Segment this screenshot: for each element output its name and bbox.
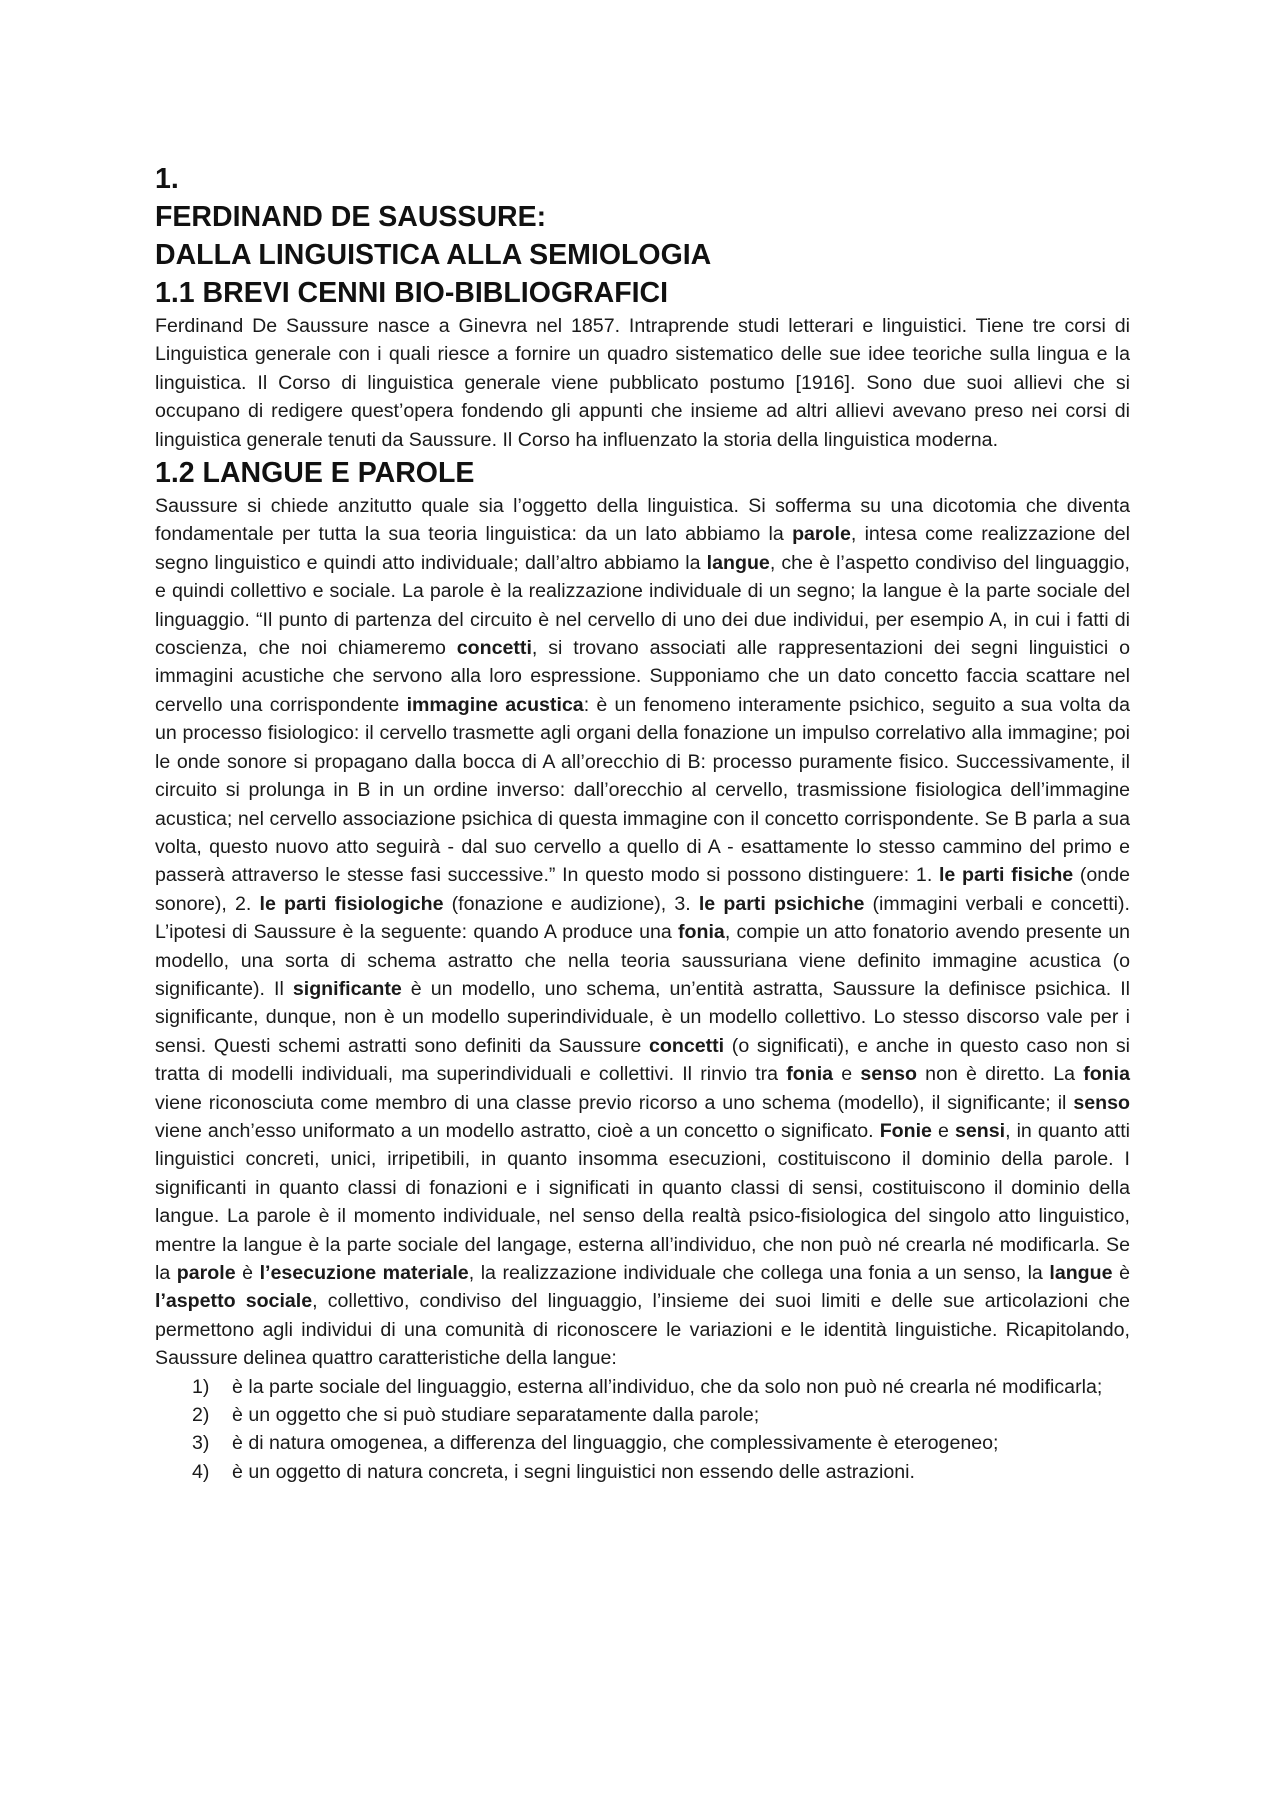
text-run: (onde sonore), 2. <box>155 864 1131 915</box>
text-run: : è un fenomeno interamente psichico, seguito a sua volta da un processo fisiologico: il cervello trasmette agli organi della fonazione un impulso correlativo alla immagine; poi le onde sonore si propagano dalla bocca di A all’orecchio di B: processo puramente fisico. Successivamente, il circuito si prolunga in B in un ordine inverso: dall’orecchio al cervello, trasmissione fisiologica dell’immagine acustica; nel cervello associazione psichica di questa immagine con il concetto corrispondente. Se B parla a sua volta, questo nuovo atto seguirà - dal suo cervello a quello di A - esattamente lo stesso cammino del primo e passerà attraverso le stesse fasi successive.” In questo modo si possono distinguere: 1. <box>155 693 1130 887</box>
bold-term: langue <box>706 551 770 574</box>
text-run: , in quanto atti linguistici concreti, unici, irripetibili, in quanto insomma esecuzioni, costituiscono il dominio della parole. I significanti in quanto classi di fonazioni e i significati in quanto classi di sensi, costituiscono il dominio della langue. La parole è il momento individuale, nel senso della realtà psico-fisiologica del singolo atto linguistico, mentre la langue è la parte sociale del langage, esterna all’individuo, che non può né crearla né modificarla. Se la <box>155 1119 1130 1284</box>
text-run: , intesa come realizzazione del segno linguistico e quindi atto individuale; dall’altro abbiamo la <box>155 523 1131 574</box>
bold-term: parole <box>176 1262 236 1284</box>
text-run: (o significati), e anche in questo caso non si tratta di modelli individuali, ma superindividuali e collettivi. Il rinvio tra <box>155 1034 1130 1086</box>
text-run: (fonazione e audizione), 3. <box>443 892 699 915</box>
text-run: , compie un atto fonatorio avendo presente un modello, una sorta di schema astratto che nella teoria saussuriana viene definito immagine acustica (o significante). Il <box>155 921 1130 1000</box>
text-run: viene riconosciuta come membro di una classe previo ricorso a uno schema (modello), il significante; il <box>155 1091 1074 1114</box>
list-item <box>155 1401 1130 1429</box>
bold-term: fonia <box>786 1063 834 1086</box>
text-run: è un modello, uno schema, un’entità astratta, Saussure la definisce psichica. Il significante, dunque, non è un modello superindividuale, è un modello collettivo. Lo stesso discorso vale per i sensi. Questi schemi astratti sono definiti da Saussure <box>155 977 1130 1057</box>
list-item-text: è un oggetto che si può studiare separatamente dalla parole; <box>232 1404 760 1427</box>
bold-term: sensi <box>954 1119 1006 1142</box>
section-2-title: 1.2 LANGUE E PAROLE <box>155 457 475 490</box>
list-item-number: 1) <box>192 1375 210 1398</box>
list-item-text: è di natura omogenea, a differenza del linguaggio, che complessivamente è eterogeneo; <box>232 1432 999 1455</box>
bold-term: langue <box>1049 1262 1113 1284</box>
list-item-number: 4) <box>192 1460 210 1483</box>
list-item <box>155 1373 1130 1401</box>
list-item <box>155 1429 1130 1457</box>
bold-term: parole <box>792 523 851 546</box>
text-run: (immagini verbali e concetti). L’ipotesi di Saussure è la seguente: quando A produce una <box>155 892 1130 944</box>
bold-term: le parti psichiche <box>698 892 865 915</box>
text-run: , che è l’aspetto condiviso del linguaggio, e quindi collettivo e sociale. La parole è la realizzazione individuale di un segno; la langue è la parte sociale del linguaggio. “Il punto di partenza del circuito è nel cervello di uno dei due individui, per esempio A, in cui i fatti di coscienza, che noi chiameremo <box>155 551 1130 660</box>
list-item-text: è un oggetto di natura concreta, i segni linguistici non essendo delle astrazioni. <box>232 1460 915 1483</box>
text-run: , la realizzazione individuale che collega una fonia a un senso, la <box>468 1262 1050 1284</box>
bold-term: Fonie <box>879 1119 932 1142</box>
section-1-paragraph: Ferdinand De Saussure nasce a Ginevra nel 1857. Intraprende studi letterari e linguistici. Tiene tre corsi di Linguistica generale con i quali riesce a fornire un quadro sistematico delle sue idee teoriche sulla lingua e la linguistica. Il Corso di linguistica generale viene pubblicato postumo [1916]. Sono due suoi allievi che si occupano di redigere quest’opera fondendo gli appunti che insieme ad altri allievi avevano preso nei corsi di linguistica generale tenuti da Saussure. Il Corso ha influenzato la storia della linguistica moderna. <box>155 315 1130 451</box>
chapter-title-line1: FERDINAND DE SAUSSURE: <box>155 201 547 233</box>
section-1-title: 1.1 BREVI CENNI BIO-BIBLIOGRAFICI <box>155 277 669 309</box>
bold-term: concetti <box>456 637 532 660</box>
bold-term: l’esecuzione materiale <box>259 1262 469 1284</box>
text-run: , si trovano associati alle rappresentazioni dei segni linguistici o immagini acustiche che servono alla loro espressione. Supponiamo che un dato concetto faccia scattare nel cervello una corrispondente <box>155 637 1131 716</box>
bold-term: fonia <box>678 921 725 944</box>
section-2-paragraph <box>155 492 1130 1373</box>
text-run: è <box>235 1262 260 1284</box>
text-run: non è diretto. La <box>916 1063 1084 1086</box>
bold-term: significante <box>292 977 402 1000</box>
bold-term: le parti fisiche <box>938 864 1074 887</box>
bold-term: senso <box>860 1063 917 1086</box>
text-run: Saussure si chiede anzitutto quale sia l’oggetto della linguistica. Si sofferma su una dicotomia che diventa fondamentale per tutta la sua teoria linguistica: da un lato abbiamo la <box>155 495 1130 546</box>
chapter-title-line2: DALLA LINGUISTICA ALLA SEMIOLOGIA <box>155 239 712 271</box>
bold-term: le parti fisiologiche <box>259 892 444 915</box>
bold-term: immagine acustica <box>406 693 584 716</box>
bold-term: senso <box>1073 1091 1130 1114</box>
list-item-text: è la parte sociale del linguaggio, esterna all’individuo, che da solo non può né crearla né modificarla; <box>232 1375 1103 1398</box>
list-item-number: 2) <box>192 1404 210 1427</box>
bold-term: l’aspetto sociale <box>155 1290 313 1313</box>
list-item <box>155 1458 1130 1486</box>
bold-term: fonia <box>1083 1063 1130 1086</box>
text-run: è <box>1112 1262 1130 1284</box>
list-item-number: 3) <box>192 1432 210 1455</box>
chapter-number: 1. <box>155 163 179 195</box>
text-run: e <box>833 1063 861 1086</box>
text-run: viene anch’esso uniformato a un modello astratto, cioè a un concetto o significato. <box>155 1119 880 1142</box>
langue-characteristics-list <box>155 1373 1130 1487</box>
text-run: , collettivo, condiviso del linguaggio, l’insieme dei suoi limiti e delle sue articolazioni che permettono agli individui di una comunità di riconoscere le variazioni e le identità linguistiche. Ricapitolando, Saussure delinea quattro caratteristiche della langue: <box>155 1290 1130 1370</box>
text-run: e <box>931 1119 955 1142</box>
bold-term: concetti <box>648 1034 725 1057</box>
